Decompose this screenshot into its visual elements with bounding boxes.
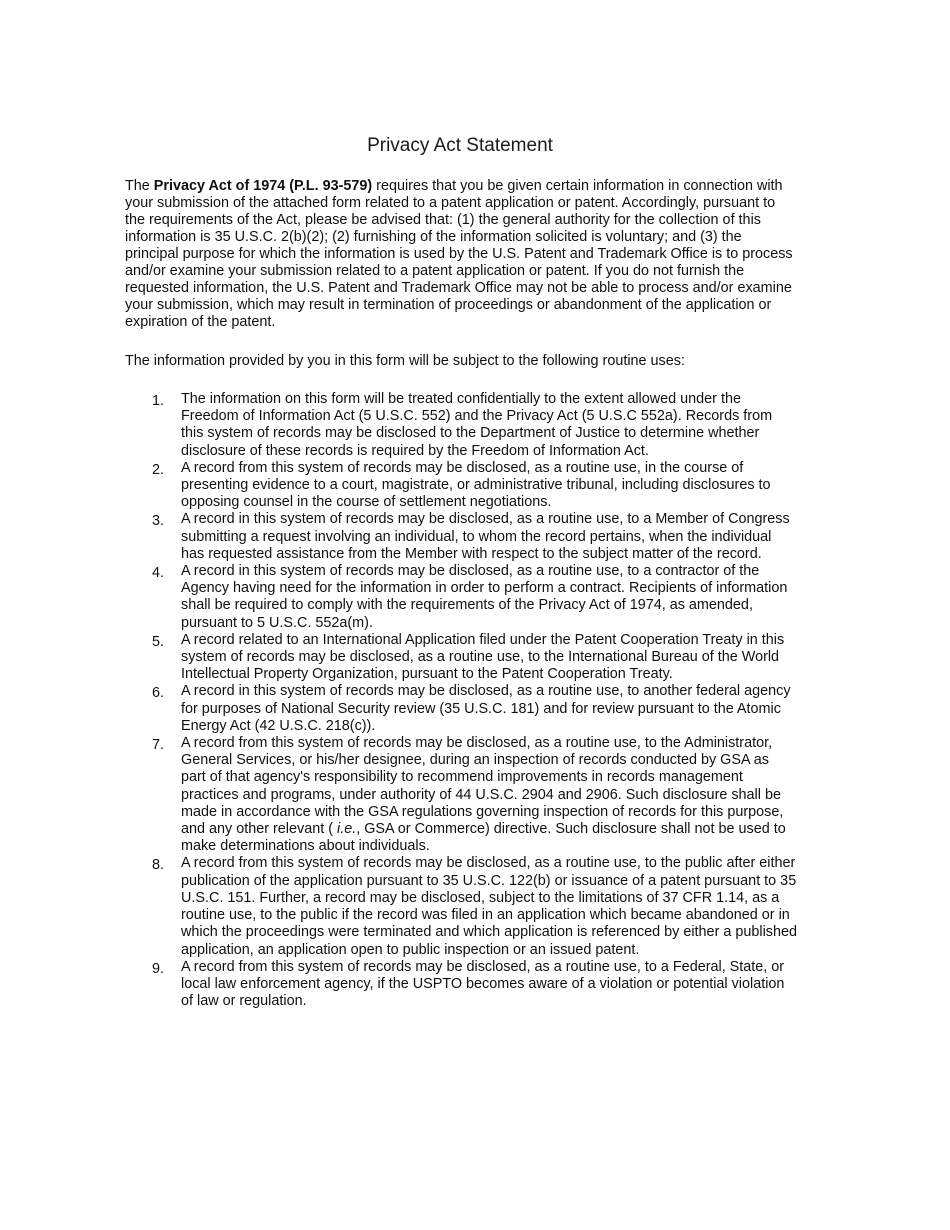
intro-paragraph [125, 178, 797, 331]
routine-use-text-part: A record from this system of records may be disclosed, as a routine use, to the Administrator, General Services, or his/her designee, during an inspection of records conducted by GSA as part of that agency's responsibility to recommend improvements in records management practices and programs, under authority of 44 U.S.C. 2904 and 2906. Such disclosure shall be made in accordance with the GSA regulations governing inspection of records for this purpose, and any other relevant ( [181, 735, 784, 838]
routine-use-text: A record in this system of records may be disclosed, as a routine use, to a Member of Congress submitting a request involving an individual, to whom the record pertains, when the individual has requested assistance from the Member with respect to the subject matter of the record. [181, 511, 790, 562]
routine-uses-list [125, 391, 797, 1010]
routine-use-number: 5. [152, 633, 165, 650]
routine-use-number: 1. [152, 393, 165, 409]
intro-lead: The [125, 178, 154, 194]
routine-use-number: 6. [152, 685, 165, 702]
routine-use-item [125, 460, 797, 512]
routine-use-text: A record in this system of records may be disclosed, as a routine use, to another federal agency for purposes of National Security review (35 U.S.C. 181) and for review pursuant to the Atomic Energy Act (42 U.S.C. 218(c)). [181, 683, 791, 734]
routine-use-text-italic: i.e. [337, 821, 357, 838]
routine-use-text: A record related to an International Application filed under the Patent Cooperation Treaty in this system of records may be disclosed, as a routine use, to the International Bureau of the World Intellectual Property Organization, pursuant to the Patent Cooperation Treaty. [181, 631, 785, 683]
routine-use-item [125, 735, 797, 855]
routine-use-number: 7. [152, 737, 165, 754]
routine-use-text: A record from this system of records may be disclosed, as a routine use, in the course of presenting evidence to a court, magistrate, or administrative tribunal, including disclosures to opposing counsel in the course of settlement negotiations. [181, 459, 771, 511]
routine-use-number: 3. [152, 513, 165, 530]
routine-use-text-part: , GSA or Commerce) directive. Such disclosure shall not be used to make determinations about individuals. [181, 821, 786, 855]
routine-use-text [181, 735, 786, 854]
routine-use-item [125, 511, 797, 563]
routine-use-number: 4. [152, 565, 165, 582]
routine-use-item [125, 683, 797, 735]
routine-use-number: 9. [152, 960, 165, 977]
routine-use-number: 8. [152, 857, 165, 874]
routine-use-item [125, 563, 797, 632]
intro-body: requires that you be given certain information in connection with your submission of the attached form related to a patent application or patent. Accordingly, pursuant to the requirements of the Act, please be advised that: (1) the general authority for the collection of this information is 35 U.S.C. 2(b)(2); (2) furnishing of the information solicited is voluntary; and (3) the principal purpose for which the information is used by the U.S. Patent and Trademark Office is to process and/or examine your submission related to a patent application or patent. If you do not furnish the requested information, the U.S. Patent and Trademark Office may not be able to process and/or examine your submission, which may result in termination of proceedings or abandonment of the application or expiration of the patent. [125, 178, 793, 330]
routine-use-text: A record from this system of records may be disclosed, as a routine use, to the public after either publication of the application pursuant to 35 U.S.C. 122(b) or issuance of a patent pursuant to 35 U.S.C. 151. Further, a record may be disclosed, subject to the limitations of 37 CFR 1.14, as a routine use, to the public if the record was filed in an application which became abandoned or in which the proceedings were terminated and which application is referenced by either a published application, an application open to public inspection or an issued patent. [181, 855, 797, 958]
routine-use-number: 2. [152, 461, 165, 478]
routine-use-text: The information on this form will be treated confidentially to the extent allowed under the Freedom of Information Act (5 U.S.C. 552) and the Privacy Act (5 U.S.C 552a). Records from this system of records may be disclosed to the Department of Justice to determine whether disclosure of these records is required by the Freedom of Information Act. [181, 391, 773, 459]
routine-use-text: A record in this system of records may be disclosed, as a routine use, to a contractor of the Agency having need for the information in order to perform a contract. Recipients of information shall be required to comply with the requirements of the Privacy Act of 1974, as amended, pursuant to 5 U.S.C. 552a(m). [181, 563, 788, 631]
page-title: Privacy Act Statement [367, 135, 553, 156]
routine-use-text: A record from this system of records may be disclosed, as a routine use, to a Federal, State, or local law enforcement agency, if the USPTO becomes aware of a violation or potential violation of law or regulation. [181, 958, 785, 1010]
routine-uses-intro: The information provided by you in this form will be subject to the following routine uses: [125, 353, 685, 369]
routine-use-item [125, 632, 797, 684]
routine-use-item [125, 391, 797, 460]
routine-use-item [125, 855, 797, 958]
routine-use-item [125, 959, 797, 1011]
act-name: Privacy Act of 1974 (P.L. 93-579) [153, 178, 373, 194]
